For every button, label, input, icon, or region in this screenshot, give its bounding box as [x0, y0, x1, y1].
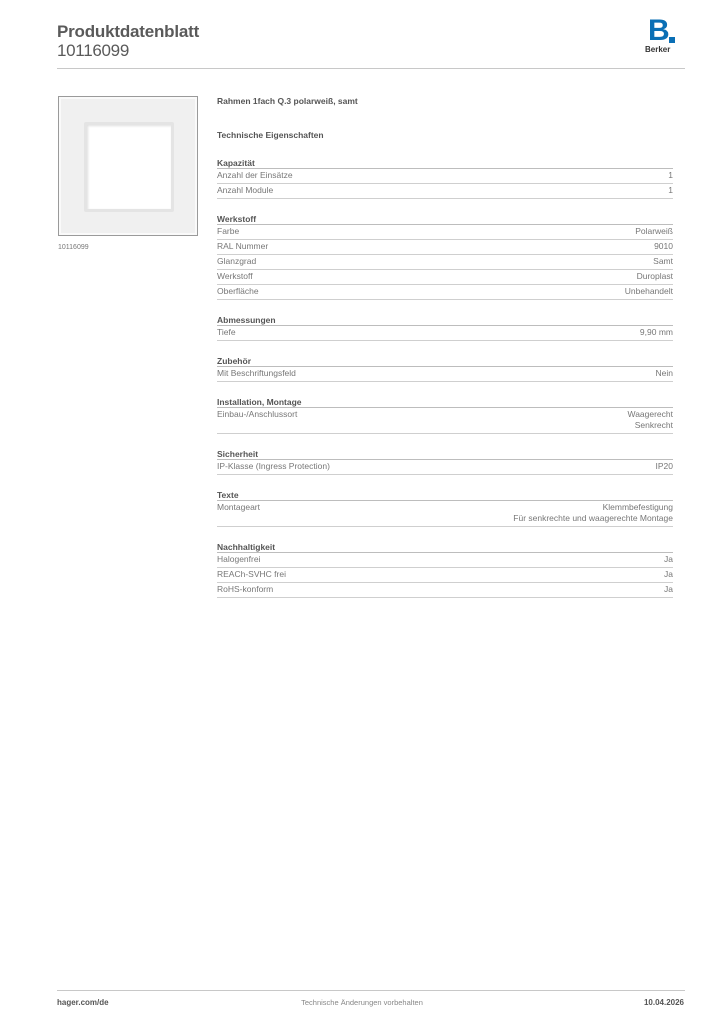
property-value: [635, 226, 673, 237]
property-value: [664, 569, 673, 580]
group-title: Nachhaltigkeit: [217, 541, 673, 553]
property-row: [217, 169, 673, 184]
footer-disclaimer: Technische Änderungen vorbehalten: [301, 998, 423, 1007]
property-row: [217, 408, 673, 434]
section-heading: Technische Eigenschaften: [217, 130, 324, 140]
property-value: [625, 286, 673, 297]
property-label: Glanzgrad: [217, 256, 257, 266]
property-group: [217, 396, 673, 434]
logo-dot-icon: [669, 37, 675, 43]
property-group: [217, 213, 673, 300]
product-name: Rahmen 1fach Q.3 polarweiß, samt: [217, 96, 358, 106]
property-row: [217, 501, 673, 527]
page-header: [57, 14, 685, 70]
group-title: Kapazität: [217, 157, 673, 169]
document-number: 10116099: [57, 41, 129, 60]
property-row: [217, 285, 673, 300]
property-label: Halogenfrei: [217, 554, 261, 564]
group-title: Abmessungen: [217, 314, 673, 326]
property-value: [637, 271, 673, 282]
property-value: [664, 584, 673, 595]
property-group: [217, 314, 673, 341]
property-row: [217, 255, 673, 270]
property-value-line: 9010: [654, 241, 673, 251]
property-value-line: 1: [668, 170, 673, 180]
property-value: [653, 256, 673, 267]
group-title: Zubehör: [217, 355, 673, 367]
property-row: [217, 553, 673, 568]
logo-brand-text: Berker: [645, 45, 671, 54]
property-value-line: Nein: [655, 368, 673, 378]
property-group: [217, 541, 673, 598]
property-label: Einbau-/Anschlussort: [217, 409, 298, 419]
property-value-line: Waagerecht: [627, 409, 673, 419]
property-label: Mit Beschriftungsfeld: [217, 368, 296, 378]
document-title: Produktdatenblatt: [57, 22, 200, 41]
property-group: [217, 157, 673, 199]
property-value: [656, 368, 673, 379]
property-label: Anzahl der Einsätze: [217, 170, 293, 180]
property-row: [217, 367, 673, 382]
property-row: [217, 270, 673, 285]
group-title: Texte: [217, 489, 673, 501]
property-value-line: Ja: [664, 584, 673, 594]
property-value-line: Polarweiß: [635, 226, 673, 236]
product-details: [217, 96, 673, 598]
property-group: [217, 355, 673, 382]
property-label: Farbe: [217, 226, 240, 236]
property-row: [217, 326, 673, 341]
property-value-line: Für senkrechte und waagerechte Montage: [513, 513, 673, 523]
property-group: [217, 448, 673, 475]
property-label: Montageart: [217, 502, 260, 512]
property-row: [217, 225, 673, 240]
property-value: [664, 554, 673, 565]
property-label: RAL Nummer: [217, 241, 269, 251]
property-value-line: Klemmbefestigung: [602, 502, 673, 512]
footer-divider: [57, 990, 685, 991]
logo-letter: B: [648, 14, 669, 47]
property-label: REACh-SVHC frei: [217, 569, 286, 579]
footer-website-link[interactable]: hager.com/de: [57, 998, 109, 1007]
property-value: [668, 170, 673, 181]
group-title: Installation, Montage: [217, 396, 673, 408]
property-value: [656, 461, 674, 472]
property-label: Werkstoff: [217, 271, 253, 281]
property-value-line: Ja: [664, 554, 673, 564]
property-label: RoHS-konform: [217, 584, 274, 594]
product-image: [58, 96, 198, 236]
frame-opening-shape: [84, 122, 174, 212]
footer-date: 10.04.2026: [643, 998, 684, 1007]
property-group: [217, 489, 673, 527]
berker-logo: [645, 16, 685, 56]
property-value-line: Senkrecht: [634, 420, 673, 430]
property-value: [654, 241, 673, 252]
property-value-line: Samt: [653, 256, 673, 266]
property-row: [217, 568, 673, 583]
property-value: [640, 327, 673, 338]
property-row: [217, 583, 673, 598]
property-value: [627, 409, 673, 431]
property-value-line: 1: [668, 185, 673, 195]
property-row: [217, 240, 673, 255]
property-value-line: Unbehandelt: [624, 286, 673, 296]
header-divider: [57, 68, 685, 69]
frame-outer-shape: [61, 99, 195, 233]
property-value: [668, 185, 673, 196]
property-value-line: Ja: [664, 569, 673, 579]
property-value-line: Duroplast: [636, 271, 673, 281]
property-label: Oberfläche: [217, 286, 259, 296]
property-value: [513, 502, 673, 524]
property-label: IP-Klasse (Ingress Protection): [217, 461, 330, 471]
group-title: Sicherheit: [217, 448, 673, 460]
property-row: [217, 460, 673, 475]
image-caption: 10116099: [58, 244, 89, 251]
property-label: Tiefe: [217, 327, 236, 337]
property-row: [217, 184, 673, 199]
group-title: Werkstoff: [217, 213, 673, 225]
property-groups: [217, 157, 673, 598]
property-value-line: IP20: [655, 461, 673, 471]
property-value-line: 9,90 mm: [639, 327, 673, 337]
property-label: Anzahl Module: [217, 185, 274, 195]
